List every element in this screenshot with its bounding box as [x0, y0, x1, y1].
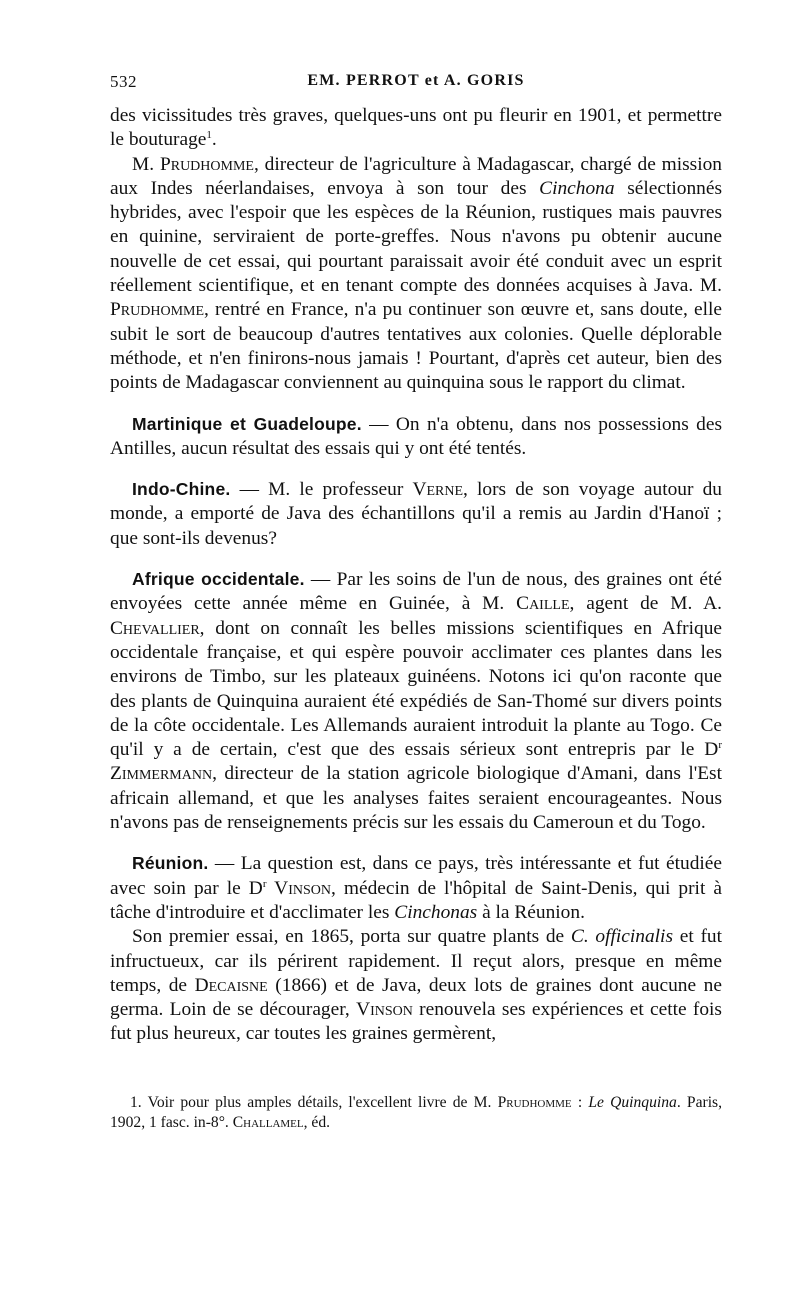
author-name: Prudhomme: [497, 1094, 572, 1111]
taxon-name: Cinchonas: [394, 901, 478, 923]
page-number: 532: [110, 72, 137, 91]
paragraph-prudhomme: M. Prudhomme, directeur de l'agriculture à Madagascar, chargé de mission aux Indes néerlandaises, envoya à son tour des Cinchona sélectionnés hybrides, avec l'espoir que les espèces de la Réunion, rustiques mais pauvres en quinine, serviraient de porte-greffes. Nous n'avons pu obtenir aucune nouvelle de cet essai, qui pourtant paraissait avoir été conduit avec un esprit réellement scientifique, et en tenant compte des données acquises à Java. M. Prudhomme, rentré en France, n'a pu continuer son œuvre et, sans doute, elle subit le sort de beaucoup d'autres tentatives aux colonies. Quelle déplorable méthode, et n'en finirons-nous jamais ! Pourtant, d'après cet auteur, bien des points de Madagascar conviennent au quinquina sous le rapport du climat.: [110, 153, 723, 394]
page-header: [110, 72, 722, 96]
paragraph-reunion-essai: Son premier essai, en 1865, porta sur quatre plants de C. officinalis et fut infructueux, car ils périrent rapidement. Il reçut alors, presque en même temps, de Decaisne (1866) et de Java, deux lots de graines dont aucune ne germa. Loin de se décourager, Vinson renouvela ses expériences et cette fois fut plus heureux, car toutes les graines germèrent,: [110, 926, 723, 1045]
footnote-ref[interactable]: 1: [206, 129, 212, 142]
book-title: Le Quinquina: [588, 1094, 677, 1111]
section-afrique: Afrique occidentale. — Par les soins de l'un de nous, des graines ont été envoyées cette année même en Guinée, à M. Caille, agent de M. A. Chevallier, dont on connaît les belles missions scientifiques en Afrique occidentale française, et qui espère pouvoir acclimater ces plantes dans les environs de Timbo, sur les plateaux guinéens. Notons ici qu'on raconte que des plants de Quinquina auraient été expédiés de San-Thomé sur divers points de la côte occidentale. Les Allemands auraient introduit la plante au Togo. Ce qu'il y a de certain, c'est que des essais sérieux sont entrepris par le $D^r$ Zimmermann, directeur de la station agricole biologique d'Amani, dans l'Est africain allemand, et que les analyses faites seraient encourageantes. Nous n'avons pas de renseignements précis sur les essais du Cameroun et du Togo.: [110, 569, 723, 834]
author-name: Zimmermann: [110, 763, 213, 785]
taxon-name: C. officinalis: [570, 926, 673, 948]
author-name: Vinson: [266, 877, 331, 899]
taxon-name: Cinchona: [539, 177, 615, 199]
section-heading: Afrique occidentale.: [132, 569, 305, 590]
section-reunion: Réunion. — La question est, dans ce pays, très intéressante et fut étudiée avec soin par le $D^r$ Vinson, médecin de l'hôpital de Saint-Denis, qui prit à tâche d'introduire et d'acclimater les Cinchonas à la Réunion.: [110, 853, 722, 923]
author-name: Decaisne: [194, 974, 268, 996]
footnote-1: 1. Voir pour plus amples détails, l'excellent livre de M. Prudhomme : Le Quinquina. Paris, 1902, 1 fasc. in-8°. Challamel, éd.: [110, 1094, 722, 1131]
footnote-number: 1.: [130, 1094, 142, 1111]
author-name: Caille: [516, 593, 570, 615]
body-text: [110, 104, 722, 1047]
author-name: Chevallier: [110, 617, 200, 639]
author-name: Vinson: [356, 999, 413, 1021]
section-heading: Indo-Chine.: [132, 479, 231, 500]
author-name: Prudhomme: [159, 153, 254, 175]
running-head: EM. PERROT et A. GORIS: [307, 72, 525, 89]
footnotes: [110, 1093, 722, 1132]
section-martinique: Martinique et Guadeloupe. — On n'a obtenu, dans nos possessions des Antilles, aucun résultat des essais qui y ont été tentés.: [110, 413, 723, 459]
publisher-name: Challamel: [232, 1113, 304, 1131]
author-name: Verne: [412, 479, 463, 501]
author-name: Prudhomme: [110, 299, 205, 321]
paragraph-continuation: des vicissitudes très graves, quelques-uns ont pu fleurir en 1901, et permettre le bouturage$^1$.: [110, 105, 722, 151]
section-heading: Réunion.: [132, 853, 209, 874]
section-indochine: Indo-Chine. — M. le professeur Verne, lors de son voyage autour du monde, a emporté de Java des échantillons qu'il a remis au Jardin d'Hanoï ; que sont-ils devenus?: [110, 479, 722, 549]
section-heading: Martinique et Guadeloupe.: [132, 413, 362, 434]
